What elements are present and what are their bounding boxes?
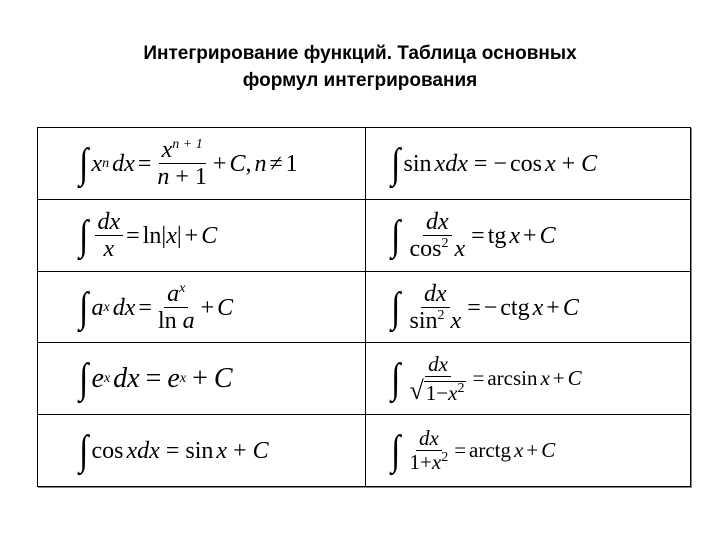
func-cos: cos: [409, 236, 442, 262]
func-tg: tg: [487, 222, 507, 249]
constant-c: C: [229, 150, 246, 177]
func-arcsin: arcsin: [487, 366, 538, 390]
var-x: x: [434, 150, 446, 177]
plus-sign: +: [546, 294, 560, 321]
not-equal-sign: ≠: [269, 150, 283, 177]
var-x: x: [161, 137, 173, 163]
number-one: 1: [194, 164, 207, 190]
integral-sign: ∫: [391, 140, 401, 187]
func-sin: sin: [403, 150, 432, 177]
abs-bar: |: [161, 222, 167, 249]
var-a: a: [91, 294, 104, 321]
equals-sign: =: [137, 150, 152, 177]
abs-bar: |: [176, 222, 182, 249]
exponent-2: 2: [457, 380, 465, 396]
minus-sign: −: [493, 150, 507, 177]
integral-sign: ∫: [391, 427, 401, 474]
func-ln: ln: [142, 222, 162, 249]
formula-sec-squared: [390, 200, 556, 271]
var-x: x: [509, 222, 521, 249]
fraction: [154, 138, 210, 189]
func-cos: cos: [91, 437, 124, 464]
title-line-1: Интегрирование функций. Таблица основных: [143, 43, 577, 64]
constant-c: C: [217, 294, 234, 321]
fraction: [407, 351, 470, 405]
integral-sign: ∫: [79, 140, 89, 187]
var-x: x: [454, 236, 466, 262]
var-x: x: [540, 366, 550, 390]
fraction: [155, 282, 198, 333]
equals-sign: =: [471, 222, 485, 249]
var-a: a: [182, 308, 195, 334]
formula-table: [37, 127, 691, 487]
page-title: [0, 40, 720, 94]
func-arctg: arctg: [469, 438, 512, 462]
formula-sin: [390, 128, 597, 199]
integral-sign: ∫: [79, 284, 89, 331]
plus-sign: +: [212, 150, 227, 177]
plus-sign: +: [561, 150, 576, 177]
exponent-x: x: [179, 281, 186, 296]
dx: dx: [95, 210, 124, 236]
dx: dx: [425, 354, 451, 377]
func-sin: sin: [409, 308, 438, 334]
fraction: [95, 210, 124, 261]
func-cos: cos: [509, 150, 542, 177]
dx: dx: [112, 150, 135, 177]
number-one: 1: [409, 450, 421, 474]
constant-c: C: [581, 150, 598, 177]
dx: dx: [113, 362, 140, 394]
minus-sign: −: [483, 294, 498, 321]
var-a: a: [167, 281, 180, 307]
constant-c: C: [541, 438, 556, 462]
var-x: x: [431, 450, 442, 474]
fraction: [407, 210, 469, 261]
var-n: n: [157, 164, 170, 190]
exponent-n-plus-1: n + 1: [172, 137, 203, 152]
equals-sign: =: [472, 366, 485, 390]
integral-sign: ∫: [79, 427, 89, 474]
dx: dx: [445, 150, 468, 177]
var-x: x: [216, 437, 228, 464]
func-ln: ln: [157, 308, 177, 334]
plus-sign: +: [233, 437, 247, 464]
formula-csc-squared: [390, 272, 579, 343]
var-x: x: [450, 308, 462, 334]
var-x: x: [448, 380, 458, 405]
var-x: x: [532, 294, 544, 321]
radical-sign: √: [409, 375, 424, 405]
constant-c: C: [213, 362, 233, 394]
constant-c: C: [252, 437, 269, 464]
equals-sign: =: [145, 362, 162, 394]
constant-c: C: [567, 366, 582, 390]
var-e: e: [91, 362, 104, 394]
var-n: n: [254, 150, 267, 177]
formula-exponential-e: ∫ e x dx = e x + C: [79, 355, 233, 402]
integral-sign: ∫: [79, 212, 89, 259]
func-ctg: ctg: [500, 294, 530, 321]
square-root: [409, 375, 467, 405]
formula-cos: [78, 415, 269, 486]
constant-c: C: [539, 222, 556, 249]
var-x: x: [166, 222, 177, 249]
integral-sign: ∫: [391, 284, 401, 331]
plus-sign: +: [552, 366, 565, 390]
fraction: [407, 428, 452, 473]
formula-power: ∫ x n dx = $\frac{x^{n + 1}}{n + 1}$ + C , n ≠ 1: [79, 137, 298, 190]
dx: dx: [112, 294, 136, 321]
equals-sign: =: [138, 294, 152, 321]
var-x: x: [103, 236, 115, 262]
dx: dx: [137, 437, 160, 464]
formula-arcsin: [390, 343, 582, 414]
equals-sign: =: [126, 222, 140, 249]
exponent-2: 2: [441, 236, 449, 251]
number-one: 1: [285, 150, 298, 177]
equals-sign: =: [454, 438, 467, 462]
plus-sign: +: [184, 222, 199, 249]
equals-sign: =: [165, 437, 180, 464]
number-one: 1: [425, 380, 437, 405]
minus-sign: −: [436, 380, 449, 405]
formula-reciprocal: [78, 200, 217, 271]
table-column-divider: [365, 128, 366, 486]
formula-arctg: [390, 415, 555, 486]
dx: dx: [416, 428, 442, 451]
constant-c: C: [562, 294, 579, 321]
integral-sign: ∫: [391, 212, 401, 259]
equals-sign: =: [473, 150, 488, 177]
plus-sign: +: [523, 222, 537, 249]
var-x: x: [91, 150, 103, 177]
var-x: x: [544, 150, 556, 177]
exponent-2: 2: [441, 450, 449, 465]
equals-sign: =: [467, 294, 481, 321]
var-e: e: [167, 362, 180, 394]
dx: dx: [421, 282, 450, 308]
fraction: [407, 282, 465, 333]
exponent-2: 2: [437, 308, 445, 323]
plus-sign: +: [200, 294, 215, 321]
var-x: x: [514, 438, 524, 462]
plus-sign: +: [175, 164, 189, 190]
plus-sign: +: [192, 362, 208, 394]
comma: ,: [245, 150, 252, 177]
plus-sign: +: [420, 450, 432, 474]
dx: dx: [423, 210, 452, 236]
constant-c: C: [201, 222, 218, 249]
integral-sign: ∫: [391, 355, 401, 402]
func-sin: sin: [185, 437, 214, 464]
integral-sign: ∫: [79, 355, 89, 402]
formula-exponential-a: ∫ a x dx = $\frac{a^x}{\text{ln a}}$ + C: [79, 281, 234, 334]
title-line-2: формул интегрирования: [242, 70, 478, 91]
var-x: x: [126, 437, 138, 464]
plus-sign: +: [526, 438, 539, 462]
